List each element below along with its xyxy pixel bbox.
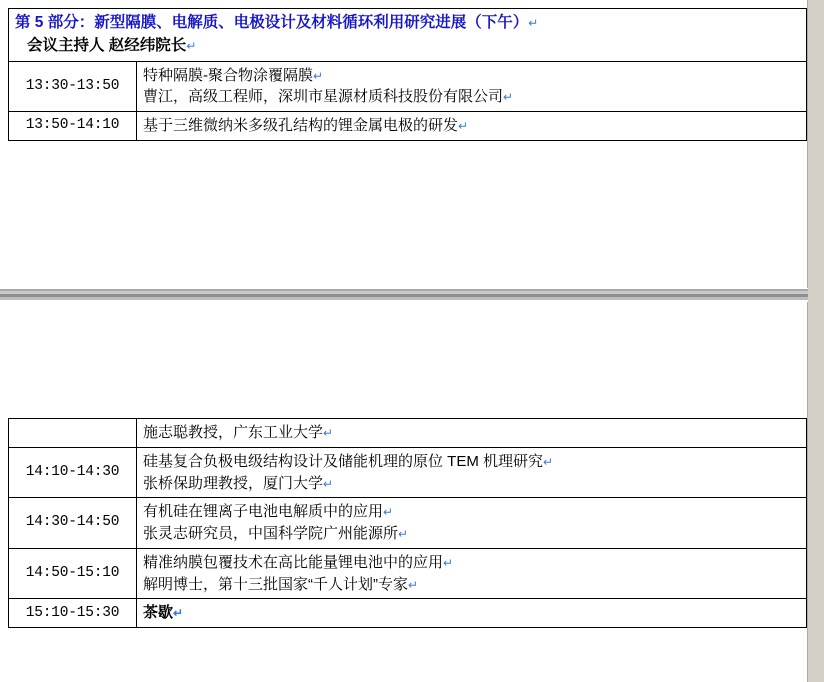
section-title: 第 5 部分：新型隔膜、电解质、电极设计及材料循环利用研究进展（下午） — [15, 14, 529, 31]
table-row — [9, 112, 807, 141]
session-text: 基于三维微纳米多级孔结构的锂金属电极的研发 — [143, 117, 459, 134]
session-text: 解明博士，第十三批国家“千人计划”专家 — [143, 575, 408, 593]
pilcrow-icon: ↵ — [408, 577, 419, 592]
time-cell: 14:30-14:50 — [9, 498, 137, 549]
session-text: 有机硅在锂离子电池电解质中的应用 — [143, 503, 384, 521]
schedule-table-bottom — [8, 418, 807, 628]
page-right-gutter — [807, 0, 824, 682]
pilcrow-icon: ↵ — [323, 476, 334, 491]
section-host-line — [15, 35, 800, 58]
table-row — [9, 548, 807, 599]
session-line — [143, 501, 800, 523]
pilcrow-icon: ↵ — [186, 38, 197, 53]
pilcrow-icon: ↵ — [458, 119, 469, 133]
pilcrow-icon: ↵ — [383, 505, 394, 520]
time-cell: 14:10-14:30 — [9, 447, 137, 498]
pilcrow-icon: ↵ — [323, 426, 334, 440]
session-line — [143, 574, 800, 596]
session-cell — [137, 61, 807, 112]
session-text: 曹江，高级工程师，深圳市星源材质科技股份有限公司 — [143, 88, 504, 106]
schedule-table-top — [8, 8, 807, 141]
session-line — [143, 115, 800, 137]
session-line — [143, 523, 800, 545]
time-cell: 15:10-15:30 — [9, 599, 137, 628]
session-line — [143, 451, 800, 473]
session-text: 茶歇 — [143, 604, 174, 622]
session-text: 硅基复合负极电级结构设计及储能机理的原位 TEM 机理研究 — [143, 452, 544, 470]
session-text: 张灵志研究员，中国科学院广州能源所 — [143, 525, 399, 542]
time-cell: 14:50-15:10 — [9, 548, 137, 599]
pilcrow-icon: ↵ — [443, 555, 454, 570]
pilcrow-icon: ↵ — [528, 16, 539, 30]
pilcrow-icon: ↵ — [503, 90, 514, 105]
section-title-line — [15, 12, 800, 35]
session-cell — [137, 447, 807, 498]
session-text: 特种隔膜-聚合物涂覆隔膜 — [143, 66, 313, 84]
session-line — [143, 86, 800, 108]
session-text: 精准纳膜包覆技术在高比能量锂电池中的应用 — [143, 553, 444, 571]
session-line — [143, 552, 800, 574]
session-line — [143, 65, 800, 87]
page-break-separator — [0, 288, 808, 302]
session-cell — [137, 112, 807, 141]
pilcrow-icon: ↵ — [173, 606, 184, 621]
session-text: 张桥保助理教授，厦门大学 — [143, 474, 324, 492]
pilcrow-icon: ↵ — [398, 527, 409, 541]
session-cell — [137, 548, 807, 599]
pilcrow-icon: ↵ — [543, 454, 554, 469]
session-cell — [137, 599, 807, 628]
section-header-cell — [9, 9, 807, 62]
table-row — [9, 599, 807, 628]
session-line — [143, 473, 800, 495]
session-text: 施志聪教授，广东工业大学 — [143, 424, 324, 441]
session-cell — [137, 498, 807, 549]
section-host: 会议主持人 赵经纬院长 — [27, 36, 187, 54]
time-cell: 13:30-13:50 — [9, 61, 137, 112]
session-line — [143, 602, 800, 624]
session-line — [143, 422, 800, 444]
time-cell — [9, 419, 137, 448]
session-cell — [137, 419, 807, 448]
table-row — [9, 498, 807, 549]
section-header-row — [9, 9, 807, 62]
table-row — [9, 447, 807, 498]
time-cell: 13:50-14:10 — [9, 112, 137, 141]
pilcrow-icon: ↵ — [313, 68, 324, 83]
table-row — [9, 61, 807, 112]
table-row — [9, 419, 807, 448]
